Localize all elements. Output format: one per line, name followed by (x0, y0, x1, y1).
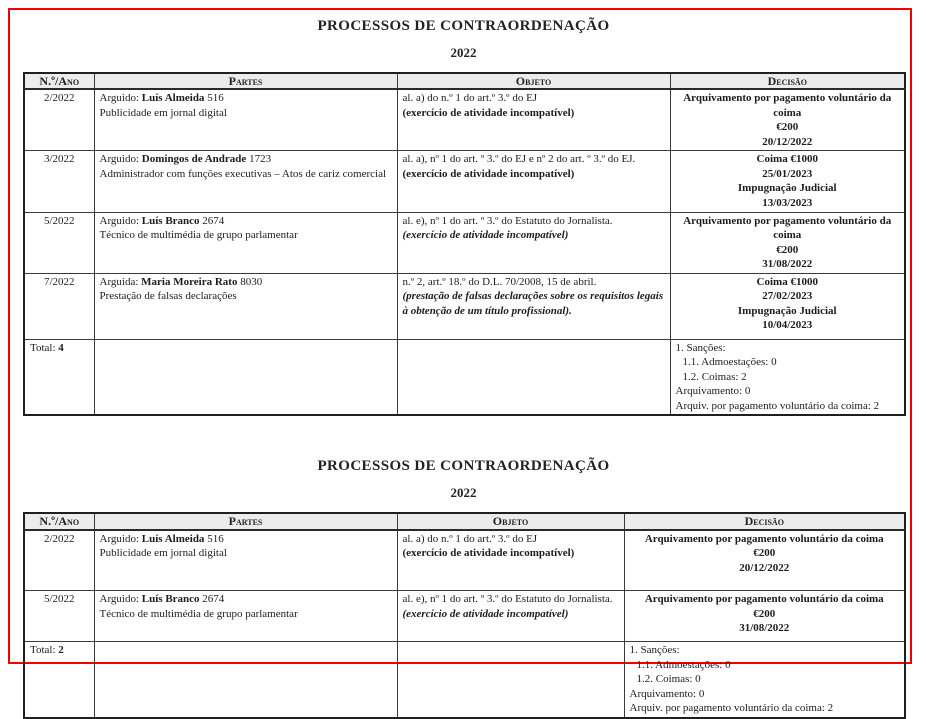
decisao-line: 10/04/2023 (762, 319, 813, 332)
cell-partes (94, 151, 397, 212)
decisao-line: 31/08/2022 (762, 258, 813, 271)
table-row (24, 151, 905, 212)
partes-line: Arguida: Maria Moreira Rato 8030 (99, 275, 263, 288)
objeto-note: (exercício de atividade incompatível) (402, 547, 575, 560)
table-row (24, 591, 905, 642)
cell-num-ano: 7/2022 (24, 273, 94, 339)
cell-num-ano: 3/2022 (24, 151, 94, 212)
arguido-name: Luís Branco (141, 214, 200, 227)
col-header-partes: Partes (94, 513, 397, 529)
decisao-line: 20/12/2022 (739, 561, 790, 574)
objeto-main: n.º 2, art.º 18.º do D.L. 70/2008, 15 de abril. (402, 275, 597, 288)
decisao-line: 25/01/2023 (762, 167, 813, 180)
total-label: Total: (30, 341, 59, 354)
objeto-main: al. a), nº 1 do art. º 3.º do EJ e nº 2 do art. º 3.º do EJ. (402, 153, 636, 166)
section-2022-full (23, 18, 904, 416)
table-row (24, 212, 905, 273)
summary-line: Arquivamento: 0 (629, 687, 705, 700)
summary-line: 1.2. Coimas: 2 (682, 370, 747, 383)
header-row (24, 73, 905, 89)
cell-decisao (624, 591, 905, 642)
cell-sanctions-summary (624, 642, 905, 718)
header-row (24, 513, 905, 529)
page-title: PROCESSOS DE CONTRAORDENAÇÃO (317, 18, 610, 34)
summary-line: 1.1. Admoestações: 0 (636, 658, 731, 671)
cell-objeto (397, 212, 670, 273)
decisao-line: €200 (776, 121, 799, 134)
objeto-note: (exercício de atividade incompatível) (402, 607, 569, 620)
decisao-line: Impugnação Judicial (737, 304, 837, 317)
col-header-partes: Partes (94, 73, 397, 89)
section-2022-summary (23, 458, 904, 718)
year-subtitle: 2022 (450, 45, 477, 60)
cell-objeto (397, 89, 670, 151)
cell-partes (94, 530, 397, 591)
cell-decisao (670, 273, 905, 339)
col-header-num-ano: N.º/Ano (24, 73, 94, 89)
contraordenacao-table-2 (23, 512, 906, 718)
cell-empty (397, 642, 624, 718)
col-header-objeto: Objeto (397, 513, 624, 529)
partes-desc: Técnico de multimédia de grupo parlamentar (99, 607, 298, 620)
cell-num-ano: 5/2022 (24, 212, 94, 273)
cell-total (24, 642, 94, 718)
total-label: Total: (30, 644, 59, 657)
objeto-note: (prestação de falsas declarações sobre os requisitos legais à obtenção de um título profissional). (402, 290, 664, 317)
cell-num-ano: 2/2022 (24, 530, 94, 591)
decisao-line: €200 (776, 243, 799, 256)
summary-line: 1.2. Coimas: 0 (636, 673, 701, 686)
decisao-line: Arquivamento por pagamento voluntário da coima (683, 92, 892, 119)
partes-line: Arguido: Luís Almeida 516 (99, 532, 224, 545)
col-header-decisao: Decisão (670, 73, 905, 89)
col-header-num-ano: N.º/Ano (24, 513, 94, 529)
decisao-line: Impugnação Judicial (737, 182, 837, 195)
table-row (24, 273, 905, 339)
cell-empty (94, 642, 397, 718)
decisao-line: Coima €1000 (756, 275, 818, 288)
total-row (24, 339, 905, 415)
decisao-line: Arquivamento por pagamento voluntário da coima (644, 532, 884, 545)
contraordenacao-table-1 (23, 72, 906, 416)
summary-line: 1.1. Admoestações: 0 (682, 356, 777, 369)
cell-decisao (624, 530, 905, 591)
arguido-name: Luís Almeida (141, 532, 205, 545)
total-value: 4 (58, 341, 64, 354)
decisao-line: Arquivamento por pagamento voluntário da coima (644, 593, 884, 606)
decisao-line: Coima €1000 (756, 153, 818, 166)
cell-objeto (397, 273, 670, 339)
cell-sanctions-summary (670, 339, 905, 415)
summary-line: 1. Sanções: (675, 341, 726, 354)
cell-decisao (670, 212, 905, 273)
cell-decisao (670, 89, 905, 151)
cell-partes (94, 273, 397, 339)
objeto-note: (exercício de atividade incompatível) (402, 167, 575, 180)
objeto-main: al. a) do n.º 1 do art.º 3.º do EJ (402, 92, 538, 105)
decisao-line: 20/12/2022 (762, 135, 813, 148)
table-row (24, 530, 905, 591)
col-header-objeto: Objeto (397, 73, 670, 89)
objeto-main: al. e), nº 1 do art. º 3.º do Estatuto do Jornalista. (402, 593, 613, 606)
objeto-main: al. e), nº 1 do art. º 3.º do Estatuto do Jornalista. (402, 214, 613, 227)
arguido-name: Luís Branco (141, 593, 200, 606)
cell-objeto (397, 530, 624, 591)
cell-partes (94, 212, 397, 273)
year-subtitle-2: 2022 (450, 485, 477, 501)
summary-line: Arquiv. por pagamento voluntário da coima: 2 (629, 702, 834, 715)
cell-empty (397, 339, 670, 415)
objeto-main: al. a) do n.º 1 do art.º 3.º do EJ (402, 532, 538, 545)
arguido-name: Luís Almeida (141, 92, 205, 105)
objeto-note: (exercício de atividade incompatível) (402, 106, 575, 119)
partes-desc: Publicidade em jornal digital (99, 106, 227, 119)
summary-line: 1. Sanções: (629, 644, 680, 657)
cell-objeto (397, 151, 670, 212)
partes-line: Arguido: Domingos de Andrade 1723 (99, 153, 272, 166)
total-row (24, 642, 905, 718)
arguido-name: Maria Moreira Rato (141, 275, 238, 288)
partes-line: Arguido: Luís Branco 2674 (99, 214, 225, 227)
partes-desc: Prestação de falsas declarações (99, 290, 237, 303)
cell-decisao (670, 151, 905, 212)
partes-desc: Técnico de multimédia de grupo parlamentar (99, 229, 298, 242)
table-row (24, 89, 905, 151)
cell-objeto (397, 591, 624, 642)
cell-num-ano: 5/2022 (24, 591, 94, 642)
cell-partes (94, 89, 397, 151)
page-title-2: PROCESSOS DE CONTRAORDENAÇÃO (317, 458, 610, 475)
cell-total (24, 339, 94, 415)
partes-desc: Publicidade em jornal digital (99, 547, 227, 560)
decisao-line: €200 (753, 547, 776, 560)
decisao-line: €200 (753, 607, 776, 620)
objeto-note: (exercício de atividade incompatível) (402, 229, 569, 242)
partes-line: Arguido: Luís Almeida 516 (99, 92, 224, 105)
summary-line: Arquiv. por pagamento voluntário da coima: 2 (675, 399, 880, 412)
summary-line: Arquivamento: 0 (675, 385, 751, 398)
total-value: 2 (58, 644, 64, 657)
document-content (23, 10, 904, 719)
cell-num-ano: 2/2022 (24, 89, 94, 151)
decisao-line: 31/08/2022 (739, 622, 790, 635)
decisao-line: 27/02/2023 (762, 290, 813, 303)
decisao-line: 13/03/2023 (762, 197, 813, 209)
cell-partes (94, 591, 397, 642)
partes-desc: Administrador com funções executivas – Atos de cariz comercial (99, 167, 387, 180)
decisao-line: Arquivamento por pagamento voluntário da coima (683, 214, 892, 242)
col-header-decisao: Decisão (624, 513, 905, 529)
cell-empty (94, 339, 397, 415)
partes-line: Arguido: Luís Branco 2674 (99, 593, 225, 606)
arguido-name: Domingos de Andrade (141, 153, 247, 166)
